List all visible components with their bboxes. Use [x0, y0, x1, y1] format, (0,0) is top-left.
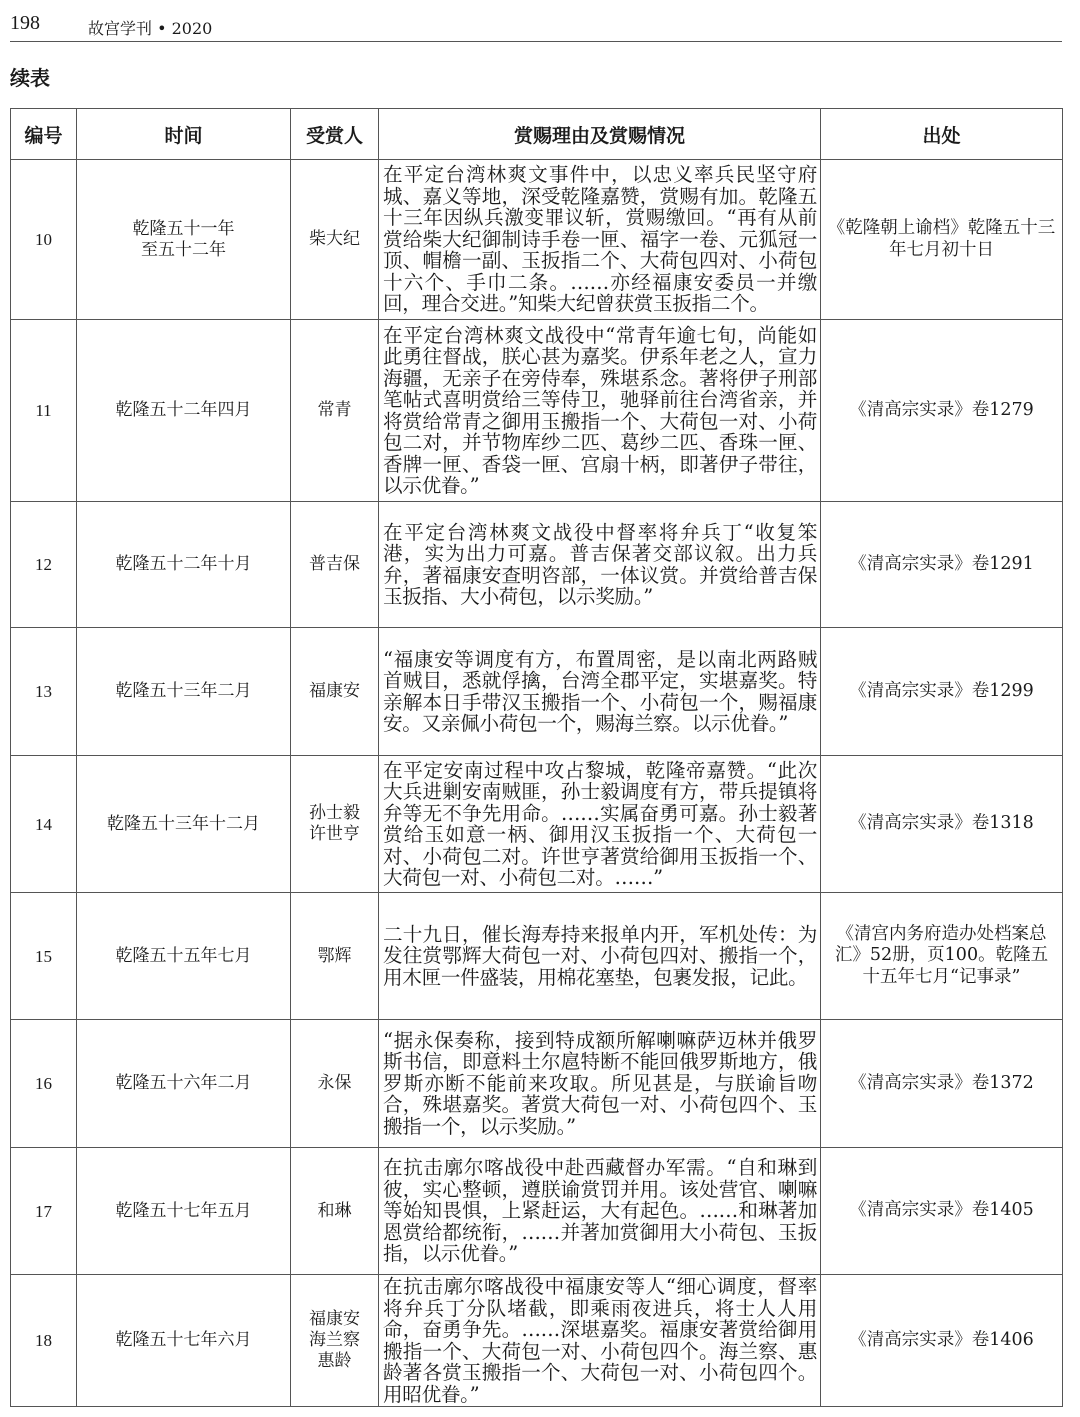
table-row [11, 320, 1063, 502]
column-header-source: 出处 [821, 109, 1063, 160]
row-time: 乾隆五十五年七月 [77, 893, 291, 1020]
running-header [10, 8, 1062, 42]
table-row [11, 756, 1063, 893]
row-time: 乾隆五十三年二月 [77, 628, 291, 756]
column-header-recipient: 受赏人 [291, 109, 379, 160]
row-recipient: 柴大纪 [291, 160, 379, 320]
row-time: 乾隆五十三年十二月 [77, 756, 291, 893]
row-recipient: 福康安 海兰察 惠龄 [291, 1275, 379, 1407]
table-row [11, 1148, 1063, 1275]
row-number: 16 [11, 1020, 77, 1148]
table-row [11, 628, 1063, 756]
row-recipient: 普吉保 [291, 502, 379, 628]
row-reason: 在平定安南过程中攻占黎城，乾隆帝嘉赞。“此次大兵进剿安南贼匪，孙士毅调度有方，带兵提镇将弁等无不争先用命。……实属奋勇可嘉。孙士毅著赏给玉如意一柄、御用汉玉扳指一个、大荷包一对、小荷包二对。许世亨著赏给御用玉扳指一个、大荷包一对、小荷包二对。……” [379, 756, 821, 893]
table-caption: 续表 [10, 66, 50, 90]
table-row [11, 1275, 1063, 1407]
row-source: 《清高宗实录》卷1318 [821, 756, 1063, 893]
column-header-number: 编号 [11, 109, 77, 160]
row-source: 《清高宗实录》卷1299 [821, 628, 1063, 756]
row-recipient: 孙士毅 许世亨 [291, 756, 379, 893]
row-recipient: 永保 [291, 1020, 379, 1148]
row-source: 《清高宗实录》卷1372 [821, 1020, 1063, 1148]
row-source: 《清高宗实录》卷1291 [821, 502, 1063, 628]
row-time: 乾隆五十二年四月 [77, 320, 291, 502]
row-reason: 在平定台湾林爽文事件中，以忠义率兵民坚守府城、嘉义等地，深受乾隆嘉赞，赏赐有加。乾隆五十三年因纵兵激变罪议斩，赏赐缴回。“再有从前赏给柴大纪御制诗手卷一匣、福字一卷、元狐冠一顶、帽檐一副、玉扳指二个、大荷包四对、小荷包十六个、手巾二条。……亦经福康安委员一并缴回，理合交进。”知柴大纪曾获赏玉扳指二个。 [379, 160, 821, 320]
table-row [11, 1020, 1063, 1148]
row-recipient: 常青 [291, 320, 379, 502]
row-number: 13 [11, 628, 77, 756]
rewards-table [10, 108, 1063, 1407]
row-source: 《清高宗实录》卷1406 [821, 1275, 1063, 1407]
row-reason: “福康安等调度有方，布置周密，是以南北两路贼首贼目，悉就俘擒，台湾全郡平定，实堪嘉奖。特亲解本日手带汉玉搬指一个、小荷包一个，赐福康安。又亲佩小荷包一个，赐海兰察。以示优眷。” [379, 628, 821, 756]
row-number: 17 [11, 1148, 77, 1275]
table-header-row [11, 109, 1063, 160]
row-reason: 在抗击廓尔喀战役中赴西藏督办军需。“自和琳到彼，实心整顿，遵朕谕赏罚并用。该处营官、喇嘛等始知畏惧，上紧赶运，大有起色。……和琳著加恩赏给都统衔，……并著加赏御用大小荷包、玉扳指，以示优眷。” [379, 1148, 821, 1275]
page-number: 198 [10, 12, 40, 34]
row-reason: 二十九日，催长海寿持来报单内开，军机处传：为发往赏鄂辉大荷包一对、小荷包四对、搬指一个，用木匣一件盛装，用棉花塞垫，包裹发报，记此。 [379, 893, 821, 1020]
row-recipient: 鄂辉 [291, 893, 379, 1020]
journal-title: 故宫学刊 • 2020 [88, 19, 213, 38]
row-time: 乾隆五十六年二月 [77, 1020, 291, 1148]
row-time: 乾隆五十二年十月 [77, 502, 291, 628]
row-source: 《清高宗实录》卷1279 [821, 320, 1063, 502]
row-recipient: 福康安 [291, 628, 379, 756]
row-recipient: 和琳 [291, 1148, 379, 1275]
row-number: 18 [11, 1275, 77, 1407]
row-time: 乾隆五十一年 至五十二年 [77, 160, 291, 320]
row-source: 《清高宗实录》卷1405 [821, 1148, 1063, 1275]
row-time: 乾隆五十七年五月 [77, 1148, 291, 1275]
row-number: 12 [11, 502, 77, 628]
row-number: 11 [11, 320, 77, 502]
row-time: 乾隆五十七年六月 [77, 1275, 291, 1407]
row-source: 《乾隆朝上谕档》乾隆五十三年七月初十日 [821, 160, 1063, 320]
row-reason: 在抗击廓尔喀战役中福康安等人“细心调度，督率将弁兵丁分队堵截，即乘雨夜进兵，将士人人用命，奋勇争先。……深堪嘉奖。福康安著赏给御用搬指一个、大荷包一对、小荷包四个。海兰察、惠龄著各赏玉搬指一个、大荷包一对、小荷包四个。用昭优眷。” [379, 1275, 821, 1407]
column-header-reason: 赏赐理由及赏赐情况 [379, 109, 821, 160]
column-header-time: 时间 [77, 109, 291, 160]
row-reason: “据永保奏称，接到特成额所解喇嘛萨迈林并俄罗斯书信，即意料土尔扈特断不能回俄罗斯地方，俄罗斯亦断不能前来攻取。所见甚是，与朕谕旨吻合，殊堪嘉奖。著赏大荷包一对、小荷包四个、玉搬指一个，以示奖励。” [379, 1020, 821, 1148]
table-row [11, 893, 1063, 1020]
row-reason: 在平定台湾林爽文战役中督率将弁兵丁“收复笨港，实为出力可嘉。普吉保著交部议叙。出力兵弁，著福康安查明咨部，一体议赏。并赏给普吉保玉扳指、大小荷包，以示奖励。” [379, 502, 821, 628]
table-row [11, 502, 1063, 628]
row-reason: 在平定台湾林爽文战役中“常青年逾七旬，尚能如此勇往督战，朕心甚为嘉奖。伊系年老之人，宣力海疆，无亲子在旁侍奉，殊堪系念。著将伊子刑部笔帖式喜明赏给三等侍卫，驰驿前往台湾省亲，并将赏给常青之御用玉搬指一个、大荷包一对、小荷包二对，并节物库纱二匹、葛纱二匹、香珠一匣、香牌一匣、香袋一匣、宫扇十柄，即著伊子带往，以示优眷。” [379, 320, 821, 502]
row-number: 14 [11, 756, 77, 893]
row-source: 《清宫内务府造办处档案总汇》52册，页100。乾隆五十五年七月“记事录” [821, 893, 1063, 1020]
row-number: 15 [11, 893, 77, 1020]
row-number: 10 [11, 160, 77, 320]
table-row [11, 160, 1063, 320]
